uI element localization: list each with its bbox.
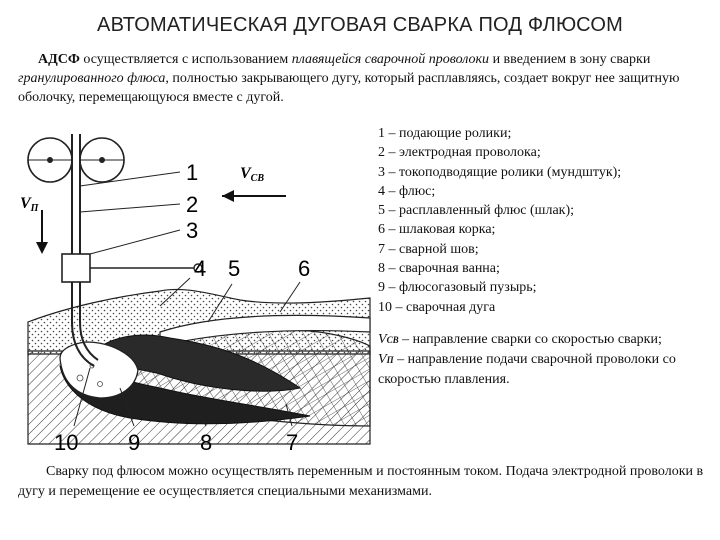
vsv-arrow-head (222, 190, 234, 202)
vsv-symbol: V (240, 165, 251, 182)
legend-item: 4 – флюс; (378, 183, 436, 199)
intro-italic-1: плавящейся сварочной проволоки (291, 52, 490, 67)
leader-1 (80, 172, 180, 186)
outro-text: Сварку под флюсом можно осуществлять переменным и постоянным током. Подача электродной проволоки в дугу и перемещение ее осуществляется специальными механизмами. (18, 464, 704, 499)
outro-paragraph (18, 462, 704, 502)
legend-item: 2 – электродная проволока; (378, 145, 541, 161)
note-vsv-sub: СВ (386, 335, 399, 345)
label-4: 4 (194, 256, 207, 281)
welding-diagram (10, 126, 372, 464)
note-vsv-symbol: V (378, 332, 387, 347)
note-vp (378, 350, 678, 390)
contact-tip (62, 254, 90, 282)
note-vp-symbol: V (378, 352, 387, 367)
legend-item: 8 – сварочная ванна; (378, 261, 500, 277)
legend-item: 5 – расплавленный флюс (шлак); (378, 203, 575, 219)
intro-text-2: и введением в зону сварки (489, 52, 651, 67)
legend-item: 10 – сварочная дуга (378, 299, 496, 315)
vp-label (20, 195, 40, 214)
leader-3 (90, 230, 180, 254)
legend-list (378, 124, 698, 317)
note-vp-text: – направление подачи сварочной проволоки со скоростью плавления. (378, 352, 676, 387)
label-9: 9 (128, 430, 141, 455)
label-5: 5 (228, 256, 241, 281)
note-vsv-text: – направление сварки со скоростью сварки; (398, 332, 662, 347)
note-vsv (378, 330, 678, 350)
intro-abbr: АДСФ (38, 52, 80, 67)
label-8: 8 (200, 430, 213, 455)
label-2: 2 (186, 192, 199, 217)
note-vp-sub: П (386, 355, 394, 365)
vsv-label (240, 165, 264, 184)
vsv-sub: СВ (250, 173, 265, 184)
page-title: АВТОМАТИЧЕСКАЯ ДУГОВАЯ СВАРКА ПОД ФЛЮСОМ (97, 14, 623, 36)
legend-item: 1 – подающие ролики; (378, 126, 512, 141)
vp-symbol: V (20, 195, 31, 212)
legend-item: 7 – сварной шов; (378, 241, 479, 257)
velocity-notes (378, 330, 678, 390)
label-3: 3 (186, 218, 199, 243)
vp-sub: П (30, 203, 39, 214)
label-6: 6 (298, 256, 311, 281)
label-7: 7 (286, 430, 299, 455)
intro-italic-2: гранулированного флюса (18, 71, 166, 86)
legend-item: 3 – токоподводящие ролики (мундштук); (378, 164, 622, 180)
intro-text-3: , полностью закрывающего дугу, который расплавляясь, создает вокруг нее защитную оболочку, перемещающуюся вместе с дугой. (18, 71, 680, 105)
vp-arrow-head (36, 242, 48, 254)
legend-item: 9 – флюсогазовый пузырь; (378, 280, 537, 296)
label-10: 10 (54, 430, 79, 455)
intro-paragraph (18, 50, 704, 107)
label-1: 1 (186, 160, 199, 185)
leader-2 (80, 204, 180, 212)
intro-text-1: осуществляется с использованием (79, 52, 292, 67)
legend-item: 6 – шлаковая корка; (378, 222, 496, 238)
